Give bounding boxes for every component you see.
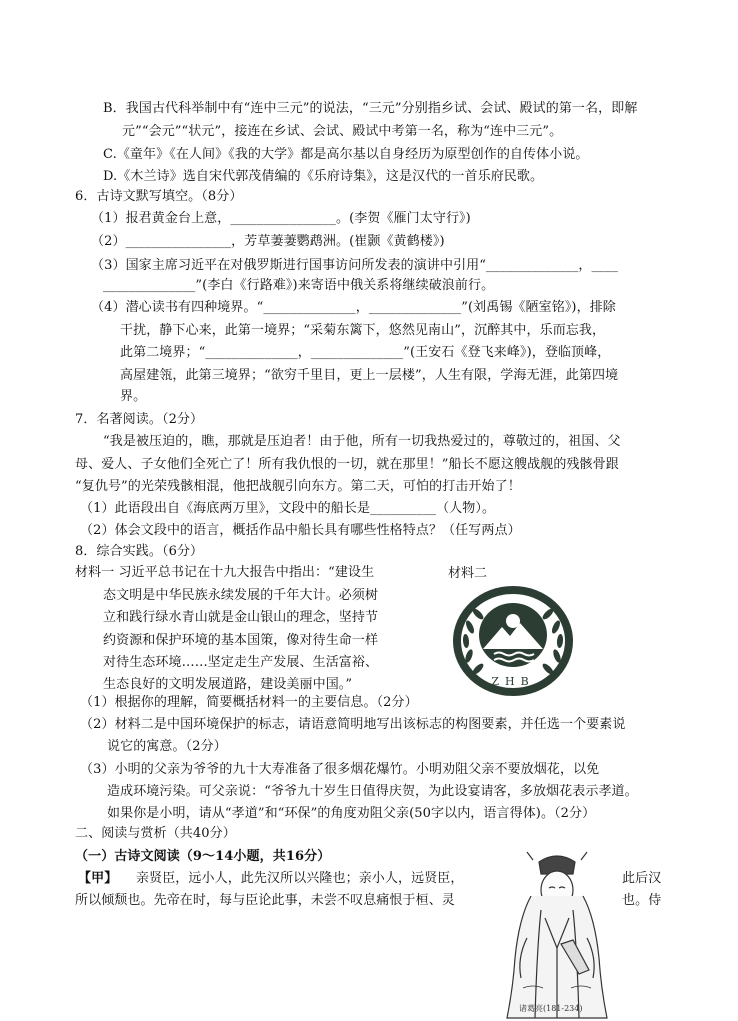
environmental-protection-emblem [450, 583, 576, 699]
material1-line5: 对待生态环境……坚定走生产发展、生活富裕、 [103, 655, 379, 670]
option-b-line2: 元”“会元”“状元”，接连在乡试、会试、殿试中考第一名，称为“连中三元”。 [122, 124, 563, 139]
q8-sub-2-line1: （2）材料二是中国环境保护的标志，请语意简明地写出该标志的构图要素，并任选一个要素说 [80, 717, 626, 732]
emblem-letters: ZHB [491, 675, 535, 688]
q6-item-1: （1）报君黄金台上意，________________。(李贺《雁门太守行》) [91, 211, 471, 226]
passage-jia-line2a: 所以倾颓也。先帝在时，每与臣论此事，未尝不叹息痛恨于桓、灵 [75, 893, 455, 908]
q6-item-4-line3: 此第二境界；“______________，______________”(王安石《登飞来峰》)，登临顶峰， [120, 345, 611, 360]
q8-sub-2-line2: 说它的寓意。（2分） [107, 739, 227, 754]
q6-item-4-line2: 干扰，静下心来，此第一境界；“采菊东篱下，悠然见南山”，沉醉其中，乐而忘我， [120, 323, 606, 338]
passage-jia-label: 【甲】 [78, 871, 118, 886]
section2-title: 二、阅读与赏析（共40分） [75, 826, 236, 841]
q7-passage-line1: “我是被压迫的，瞧，那就是压迫者！由于他，所有一切我热爱过的，尊敬过的，祖国、父 [103, 434, 621, 449]
q7-title: 7．名著阅读。（2分） [75, 412, 204, 427]
q7-passage-line3: “复仇号”的光荣残骸相混，他把战舰引向东方。第二天，可怕的打击开始了！ [75, 479, 521, 494]
q8-title: 8．综合实践。（6分） [75, 544, 204, 559]
passage-jia-line1a: 亲贤臣，远小人，此先汉所以兴隆也；亲小人，远贤臣， [136, 871, 464, 886]
q8-sub-3-line1: （3）小明的父亲为爷爷的九十大寿准备了很多烟花爆竹。小明劝阻父亲不要放烟花，以免 [80, 762, 600, 777]
zhuge-liang-portrait [497, 848, 617, 1020]
option-d: D.《木兰诗》选自宋代郭茂倩编的《乐府诗集》，这是汉代的一首乐府民歌。 [103, 169, 544, 184]
material2-label: 材料二 [448, 566, 488, 581]
section2-subtitle: （一）古诗文阅读（9～14小题，共16分） [75, 849, 331, 864]
material1-line2: 态文明是中华民族永续发展的千年大计。必须树 [103, 588, 379, 603]
q8-sub-3-line3: 如果你是小明，请从“孝道”和“环保”的角度劝阻父亲(50字以内，语言得体)。（2分） [107, 806, 596, 821]
portrait-caption: 诸葛亮(181-234) [519, 1004, 583, 1013]
option-c: C.《童年》《在人间》《我的大学》都是高尔基以自身经历为原型创作的自传体小说。 [103, 147, 589, 162]
q7-sub-2: （2）体会文段中的语言，概括作品中船长具有哪些性格特点？（任写两点） [80, 523, 521, 538]
material1-line6: 生态良好的文明发展道路，建设美丽中国。” [103, 677, 353, 692]
q7-sub-1: （1）此语段出自《海底两万里》，文段中的船长是__________（人物）。 [80, 501, 496, 516]
q6-item-4-line1: （4）潜心读书有四种境界。“______________，______________”(刘禹锡《陋室铭》)，排除 [91, 300, 616, 315]
q6-title: 6．古诗文默写填空。（8分） [75, 189, 243, 204]
q6-item-4-line4: 高屋建瓴，此第三境界；“欲穷千里目，更上一层楼”，人生有限，学海无涯，此第四境 [120, 368, 619, 383]
material1-line1: 材料一 习近平总书记在十九大报告中指出：“建设生 [75, 565, 375, 580]
q6-item-2: （2）________________，芳草萋萋鹦鹉洲。(崔颢《黄鹤楼》) [91, 234, 445, 249]
material1-line3: 立和践行绿水青山就是金山银山的理念，坚持节 [103, 610, 379, 625]
passage-jia-line2b: 也。侍 [622, 893, 662, 908]
option-b-line1: B．我国古代科举制中有“连中三元”的说法，“三元”分别指乡试、会试、殿试的第一名，即解 [103, 101, 638, 116]
q8-sub-3-line2: 造成环境污染。可父亲说：“爷爷九十岁生日值得庆贺，为此设宴请客，多放烟花表示孝道。 [107, 784, 638, 799]
passage-jia-line1b: 此后汉 [622, 871, 662, 886]
q8-sub-1: （1）根据你的理解，简要概括材料一的主要信息。（2分） [80, 695, 418, 710]
q6-item-4-line5: 界。 [120, 389, 147, 404]
material1-line4: 约资源和保护环境的基本国策，像对待生命一样 [103, 633, 379, 648]
q7-passage-line2: 母、爱人、子女他们全死亡了！所有我仇恨的一切，就在那里！”船长不愿这艘战舰的残骸骨跟 [75, 457, 619, 472]
q6-item-3-line2: ______________”(李白《行路难》)来寄语中俄关系将继续破浪前行。 [103, 278, 495, 293]
q6-item-3-line1: （3）国家主席习近平在对俄罗斯进行国事访问所发表的演讲中引用“______________，____ [91, 258, 618, 273]
